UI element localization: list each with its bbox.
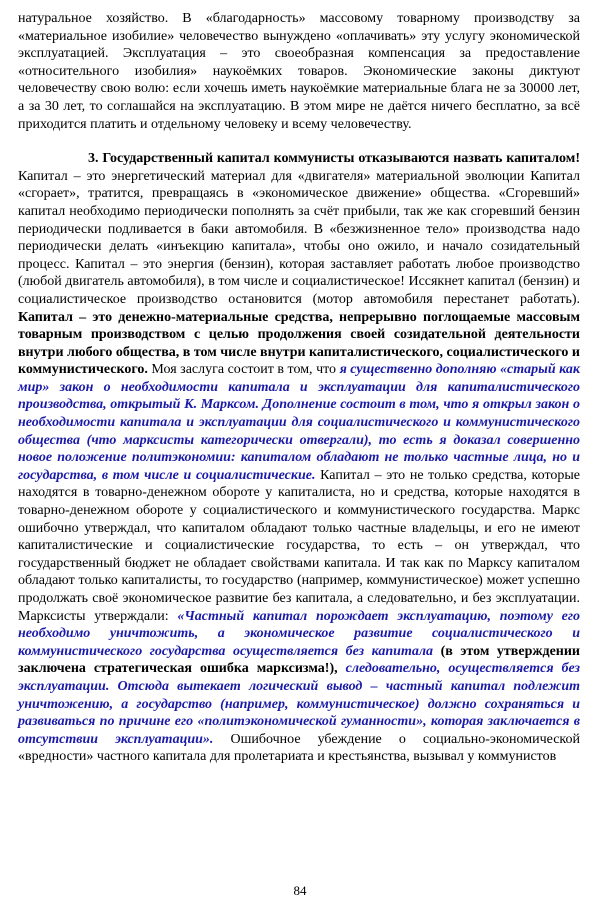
paragraph-2-text-3: Капитал – это не только средства, которые находятся в товарно-денежном обороте у капиталиста, но и средства, которые находятся в товарно-денежном обороте у социалистического и коммунистического государства. Маркс ошибочно утверждал, что капиталом обладают только частные владельцы, и его не имеют капиталистические и социалистические государства, то есть – он утверждал, что государственный бюджет не обладает свойствами капитала. И так как по Марксу капиталом обладают только капиталисты, то государство (например, коммунистическое) может успешно продолжать своё экономическое развитие без капитала, а следовательно, и без эксплуатации. Марксисты утверждали: bbox=[18, 467, 581, 624]
strategic-error-note: (в этом утверждении заключена стратегическая ошибка марксизма!), bbox=[18, 643, 580, 677]
paragraph-1-text: натуральное хозяйство. В «благодарность» массовому товарному производству за «материальное изобилие» человечество вынуждено «оплачивать» эту услугу экономической эксплуатацией. Эксплуатация – это своеобразная компенсация за предоставление «относительного изобилия» наукоёмких товаров. Экономические законы диктуют человечеству свою волю: если хочешь иметь наукоёмкие материальные блага не за 30000 лет, а за 30 лет, то соглашайся на эксплуатацию. В этом мире не даётся ничего бесплатно, за всё приходится платить и отдельному человеку и всему человечеству. bbox=[18, 11, 580, 132]
paragraph-state-capital bbox=[18, 150, 580, 766]
marxist-quote-part-1: «Частный капитал порождает эксплуатацию, поэтому его необходимо уничтожить, а экономическое развитие социалистического и коммунистического государства осуществляется без капитала bbox=[18, 608, 581, 659]
marxist-quote-part-2: следовательно, осуществляется без эксплуатации. Отсюда вытекает логический вывод – частный капитал подлежит уничтожению, а государство (например, коммунистическое) должно сохраняться и развиваться по причине его «политэкономической гуманности», которая заключается в отсутствии эксплуатации». bbox=[18, 661, 580, 747]
paragraph-2-text-2: Моя заслуга состоит в том, что bbox=[147, 362, 340, 378]
paragraph-2-text-1: Капитал – это энергетический материал для «двигателя» материальной эволюции Капитал «сгорает», тратится, превращаясь в «экономическое движение» общества. «Сгоревший» капитал необходимо периодически пополнять за счёт прибыли, так же как сгоревший бензин периодически подливается в баки автомобиля. В «безжизненное тело» производства надо периодически делать «инъекцию капитала», чтобы оно ожило, и начало созидательный процесс. Капитал – это энергия (бензин), которая заставляет работать любое производство (любой двигатель автомобиля), в том числе и социалистическое! Иссякнет капитал (бензин) и социалистическое производство остановится (мотор автомобиля перестанет работать). bbox=[18, 168, 580, 307]
paragraph-2-text-4: Ошибочное убеждение о социально-экономической «вредности» частного капитала для пролетариата и крестьянства, вызывал у коммунистов bbox=[18, 731, 580, 765]
capital-definition: Капитал – это денежно-материальные средства, непрерывно поглощаемые массовым товарным производством с целью продолжения своей созидательной деятельности внутри любого общества, в том числе внутри капиталистического, социалистического и коммунистического. bbox=[18, 309, 580, 378]
section-heading: 3. Государственный капитал коммунисты отказываются назвать капиталом! bbox=[88, 151, 580, 167]
paragraph-natural-economy bbox=[18, 10, 580, 133]
document-page bbox=[18, 10, 580, 766]
author-discovery-emphasis: я существенно дополняю «старый как мир» закон о необходимости капитала и эксплуатации для капиталистического производства, открытый К. Марксом. Дополнение состоит в том, что я открыл закон о необходимости капитала и эксплуатации для социалистического и коммунистического общества (что марксисты категорически отвергали), то есть я доказал совершенно новое положение политэкономии: капиталом обладают не только частные лица, но и государства, в том числе и социалистические. bbox=[18, 362, 581, 483]
page-number: 84 bbox=[293, 883, 307, 898]
